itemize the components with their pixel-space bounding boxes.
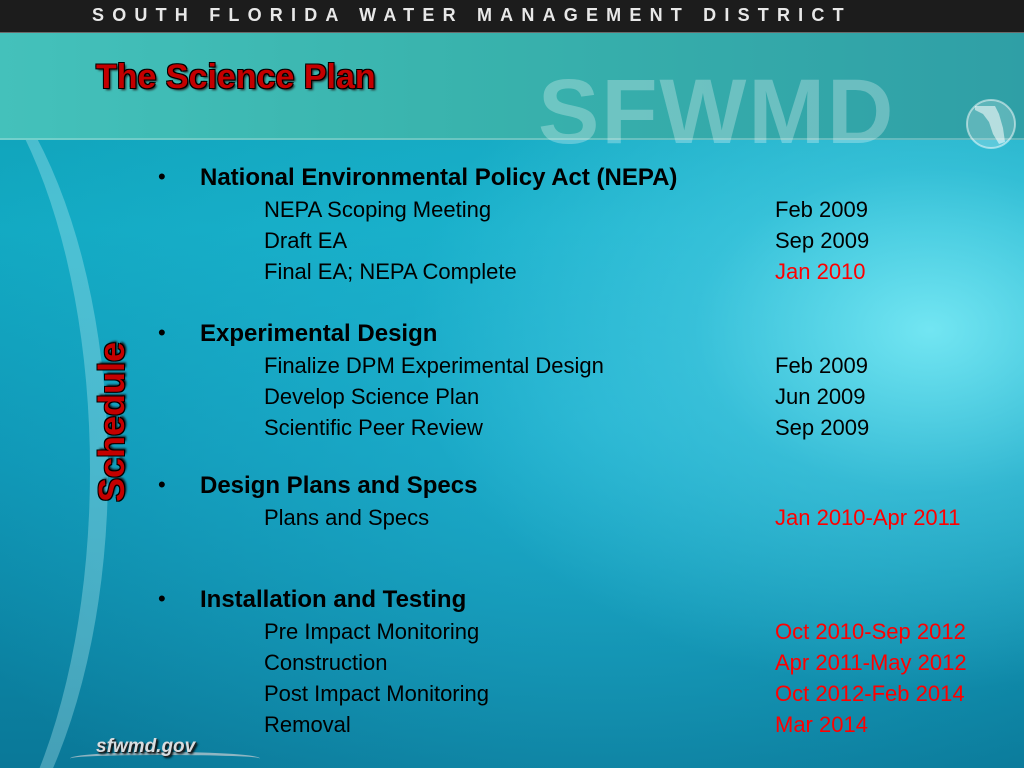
task-date: Jun 2009 [775, 384, 866, 409]
task-label: Final EA; NEPA Complete [264, 259, 517, 284]
task-date: Oct 2010-Sep 2012 [775, 619, 966, 644]
schedule-row [264, 259, 1024, 289]
task-date: Feb 2009 [775, 197, 868, 222]
bullet-icon: • [158, 472, 166, 497]
section-heading: Design Plans and Specs [200, 472, 478, 499]
task-label: Removal [264, 712, 351, 737]
bullet-icon: • [158, 320, 166, 345]
schedule-row [264, 712, 1024, 742]
schedule-row [264, 505, 1024, 535]
section-heading: National Environmental Policy Act (NEPA) [200, 164, 678, 191]
task-label: Finalize DPM Experimental Design [264, 353, 604, 378]
bullet-icon: • [158, 586, 166, 611]
sfwmd-watermark: SFWMD [538, 61, 896, 163]
bullet-icon: • [158, 164, 166, 189]
top-banner [0, 0, 1024, 33]
task-label: Pre Impact Monitoring [264, 619, 480, 644]
task-label: Post Impact Monitoring [264, 681, 489, 706]
task-date: Sep 2009 [775, 415, 870, 440]
florida-map-icon [965, 92, 1017, 156]
schedule-row [264, 681, 1024, 711]
side-label: Schedule [91, 341, 132, 503]
task-label: Plans and Specs [264, 505, 430, 530]
slide-title: The Science Plan [96, 58, 376, 96]
section-heading: Experimental Design [200, 320, 438, 347]
schedule-row [264, 619, 1024, 649]
task-date: Feb 2009 [775, 353, 868, 378]
schedule-row [264, 353, 1024, 383]
task-date: Oct 2012-Feb 2014 [775, 681, 965, 706]
schedule-row [264, 228, 1024, 258]
task-date: Apr 2011-May 2012 [775, 650, 967, 675]
task-label: Develop Science Plan [264, 384, 480, 409]
task-label: NEPA Scoping Meeting [264, 197, 492, 222]
section-heading: Installation and Testing [200, 586, 467, 613]
task-label: Construction [264, 650, 388, 675]
task-date: Mar 2014 [775, 712, 868, 737]
task-date: Jan 2010 [775, 259, 866, 284]
task-date: Jan 2010-Apr 2011 [775, 505, 961, 530]
task-date: Sep 2009 [775, 228, 870, 253]
task-label: Scientific Peer Review [264, 415, 483, 440]
schedule-row [264, 415, 1024, 445]
schedule-row [264, 384, 1024, 414]
task-label: Draft EA [264, 228, 348, 253]
organization-name: SOUTH FLORIDA WATER MANAGEMENT DISTRICT [92, 5, 852, 25]
footer-logo: sfwmd.gov [96, 736, 196, 757]
schedule-row [264, 197, 1024, 227]
schedule-row [264, 650, 1024, 680]
